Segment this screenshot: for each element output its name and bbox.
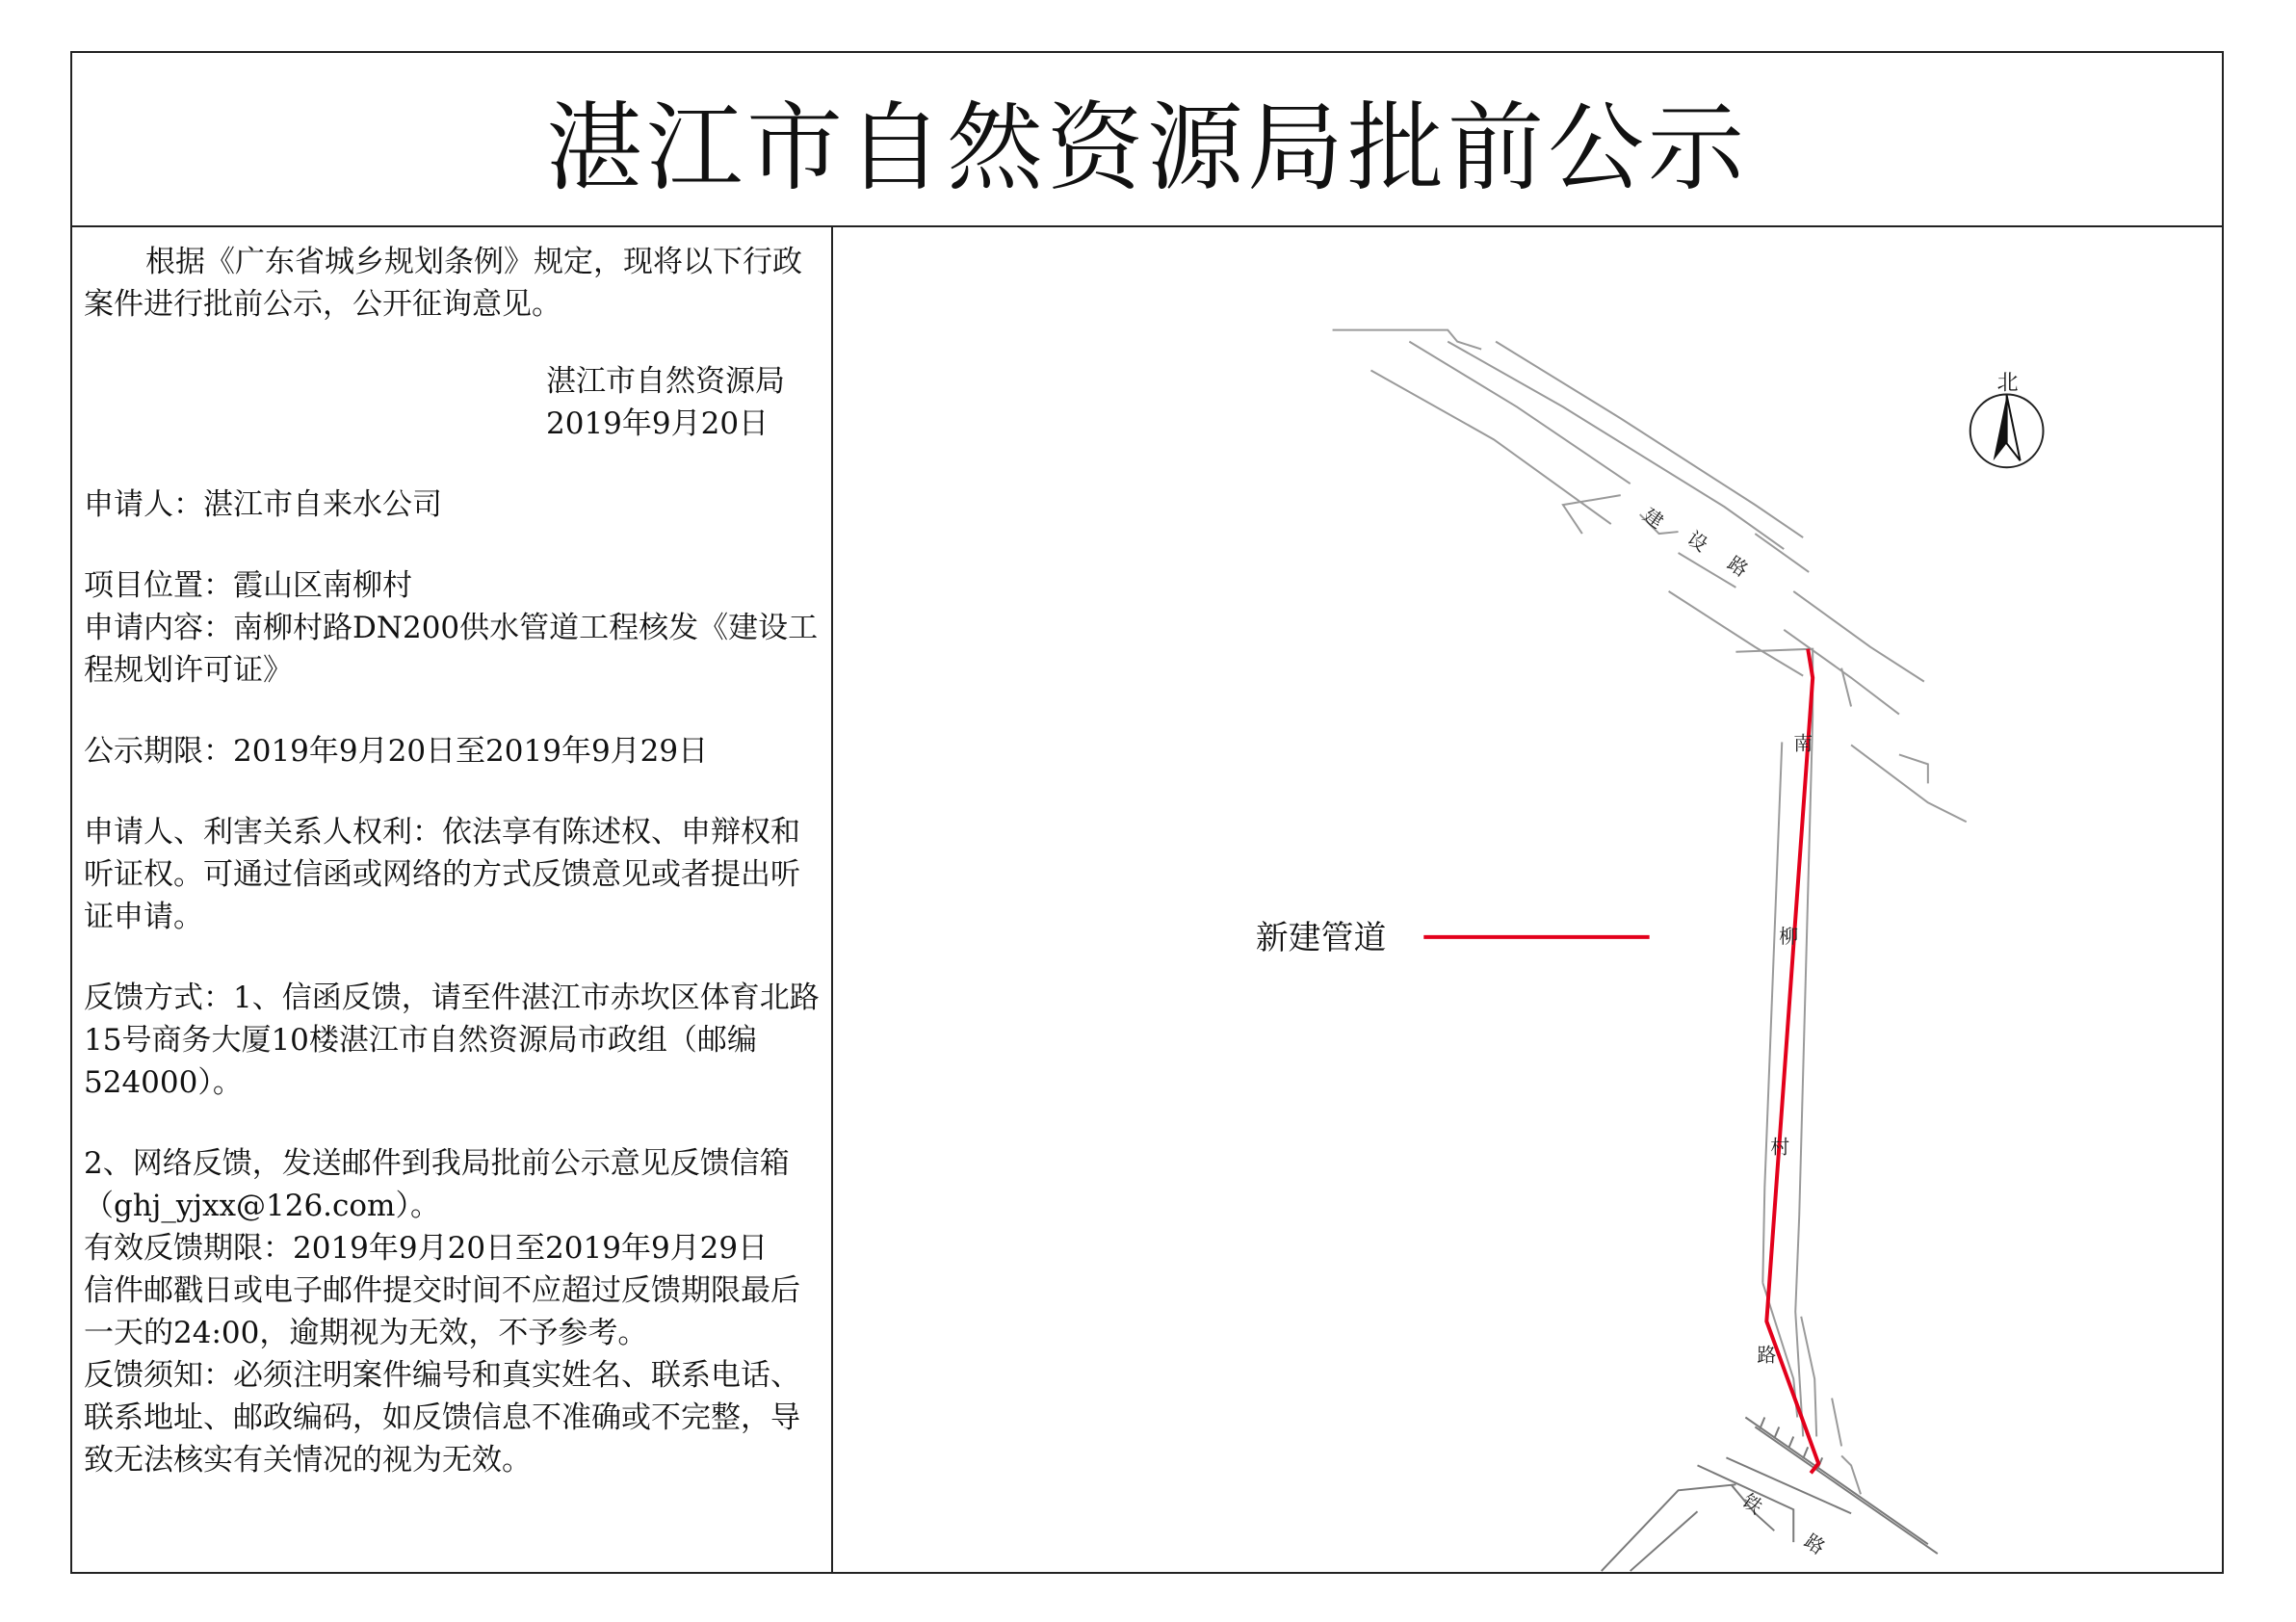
issue-date: 2019年9月20日 [546,406,770,441]
legend [1256,919,1650,956]
feedback-mail: 反馈方式：1、信函反馈，请至件湛江市赤坎区体育北路15号商务大厦10楼湛江市自然资源局市政组（邮编524000）。 [84,981,820,1100]
nanliucun-road-char-4: 路 [1757,1343,1777,1367]
north-arrow-dark [1994,395,2007,460]
project-location: 项目位置：霞山区南柳村 [84,568,412,603]
legend-label: 新建管道 [1255,918,1387,956]
applicant: 申请人：湛江市自来水公司 [84,487,442,522]
jianshe-road-char-1: 建 [1638,503,1668,534]
deadline-note: 信件邮戳日或电子邮件提交时间不应超过反馈期限最后一天的24:00，逾期视为无效，不予参考。 [84,1273,800,1350]
title-row [72,53,2222,227]
site-map-drawing [833,225,2222,1572]
rights-paragraph: 申请人、利害关系人权利：依法享有陈述权、申辩权和听证权。可通过信函或网络的方式反馈意见或者提出听证申请。 [84,815,800,934]
north-arrow [1970,371,2044,467]
issuer-name: 湛江市自然资源局 [546,364,785,399]
nanliucun-road-char-1: 南 [1793,731,1813,755]
site-map [833,225,2222,1572]
railway-lines [1602,1418,1938,1572]
north-label: 北 [1996,371,2019,396]
railway-char-1: 铁 [1737,1488,1767,1519]
jianshe-road-lines [1333,330,1967,823]
intro-paragraph: 根据《广东省城乡规划条例》规定，现将以下行政案件进行批前公示，公开征询意见。 [84,245,802,322]
feedback-requirements: 反馈须知：必须注明案件编号和真实姓名、联系电话、联系地址、邮政编码，如反馈信息不准确或不完整，导致无法核实有关情况的视为无效。 [84,1358,800,1478]
jianshe-road-char-2: 设 [1683,526,1712,557]
notice-frame [70,51,2224,1574]
railway-char-2: 路 [1800,1529,1830,1559]
nanliucun-road-lines [1735,649,1861,1495]
feedback-email: 2、网络反馈，发送邮件到我局批前公示意见反馈信箱（ghj_yjxx@126.com）。 [84,1146,790,1223]
application-content: 申请内容：南柳村路DN200供水管道工程核发《建设工程规划许可证》 [84,611,819,688]
nanliucun-road-char-3: 村 [1770,1135,1790,1159]
publicity-period: 公示期限：2019年9月20日至2019年9月29日 [84,734,709,769]
valid-period: 有效反馈期限：2019年9月20日至2019年9月29日 [84,1231,769,1266]
nanliucun-road-char-2: 柳 [1779,924,1799,948]
page-title: 湛江市自然资源局批前公示 [546,91,1748,204]
notice-text-panel [72,225,833,1572]
jianshe-road-char-3: 路 [1723,551,1753,582]
north-arrow-light [2007,395,2021,460]
